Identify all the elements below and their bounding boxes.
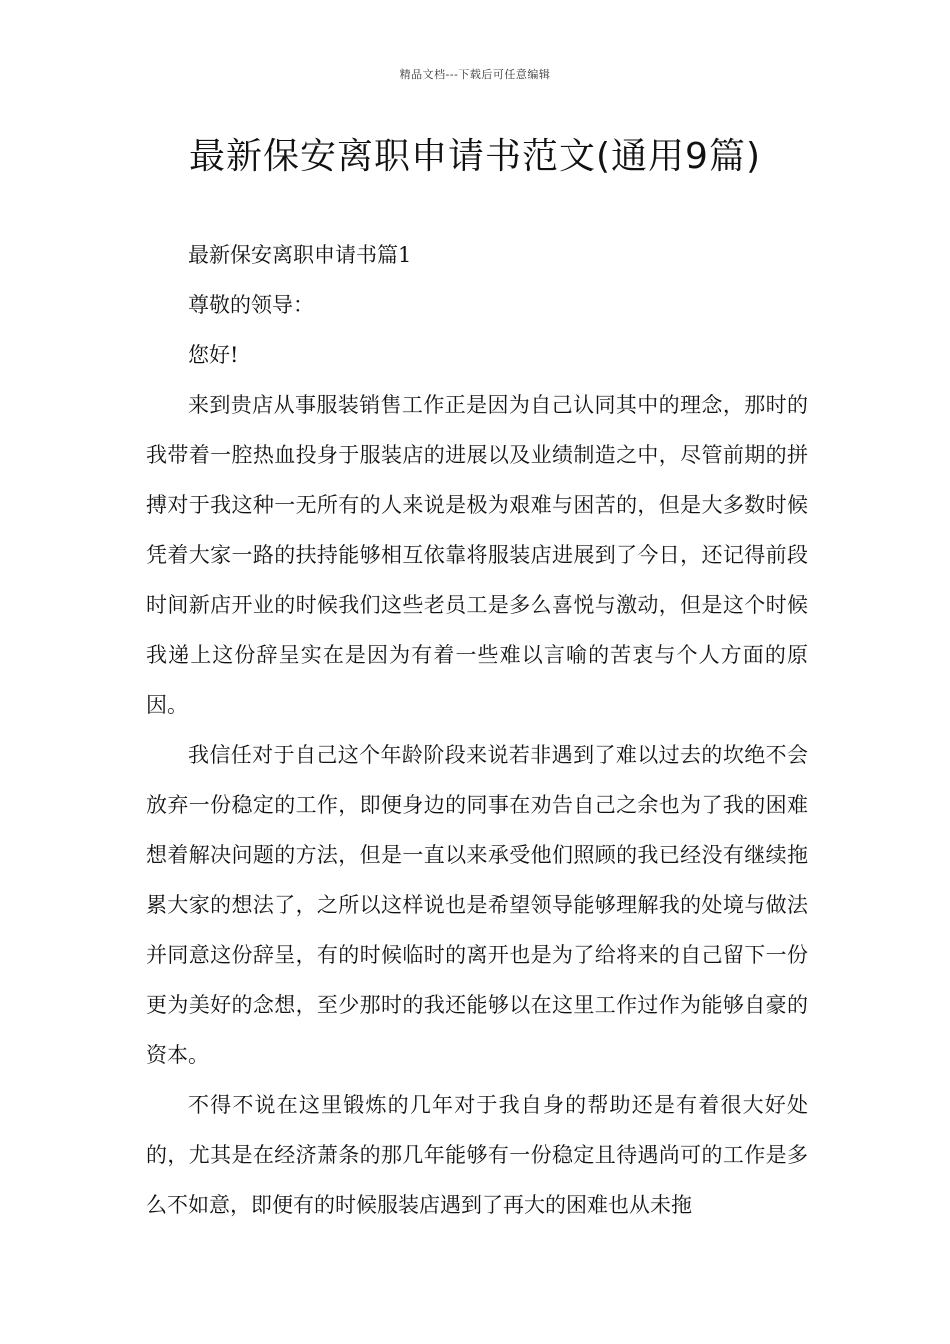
body-paragraph: 来到贵店从事服装销售工作正是因为自己认同其中的理念，那时的我带着一腔热血投身于服装店的进展以及业绩制造之中，尽管前期的拼搏对于我这种一无所有的人来说是极为艰难与困苦的，但是大多数时候凭着大家一路的扶持能够相互依靠将服装店进展到了今日，还记得前段时间新店开业的时候我们这些老员工是多么喜悦与激动，但是这个时候我递上这份辞呈实在是因为有着一些难以言喻的苦衷与个人方面的原因。: [146, 393, 808, 717]
body-paragraph: 不得不说在这里锻炼的几年对于我自身的帮助还是有着很大好处的，尤其是在经济萧条的那几年能够有一份稳定且待遇尚可的工作是多么不如意，即便有的时候服装店遇到了再大的困难也从未拖: [146, 1093, 808, 1217]
header-note: 精品文档---下载后可任意编辑: [399, 68, 551, 81]
body-paragraph: 我信任对于自己这个年龄阶段来说若非遇到了难以过去的坎绝不会放弃一份稳定的工作，即便身边的同事在劝告自己之余也为了我的困难想着解决问题的方法，但是一直以来承受他们照顾的我已经没有继续拖累大家的想法了，之所以这样说也是希望领导能够理解我的处境与做法并同意这份辞呈，有的时候临时的离开也是为了给将来的自己留下一份更为美好的念想，至少那时的我还能够以在这里工作过作为能够自豪的资本。: [146, 743, 808, 1067]
salutation: 尊敬的领导：: [188, 293, 314, 317]
document-body: [146, 230, 808, 1230]
section-heading: 最新保安离职申请书篇1: [188, 243, 412, 267]
greeting: 您好!: [188, 343, 239, 367]
document-title: 最新保安离职申请书范文(通用9篇): [189, 136, 761, 177]
